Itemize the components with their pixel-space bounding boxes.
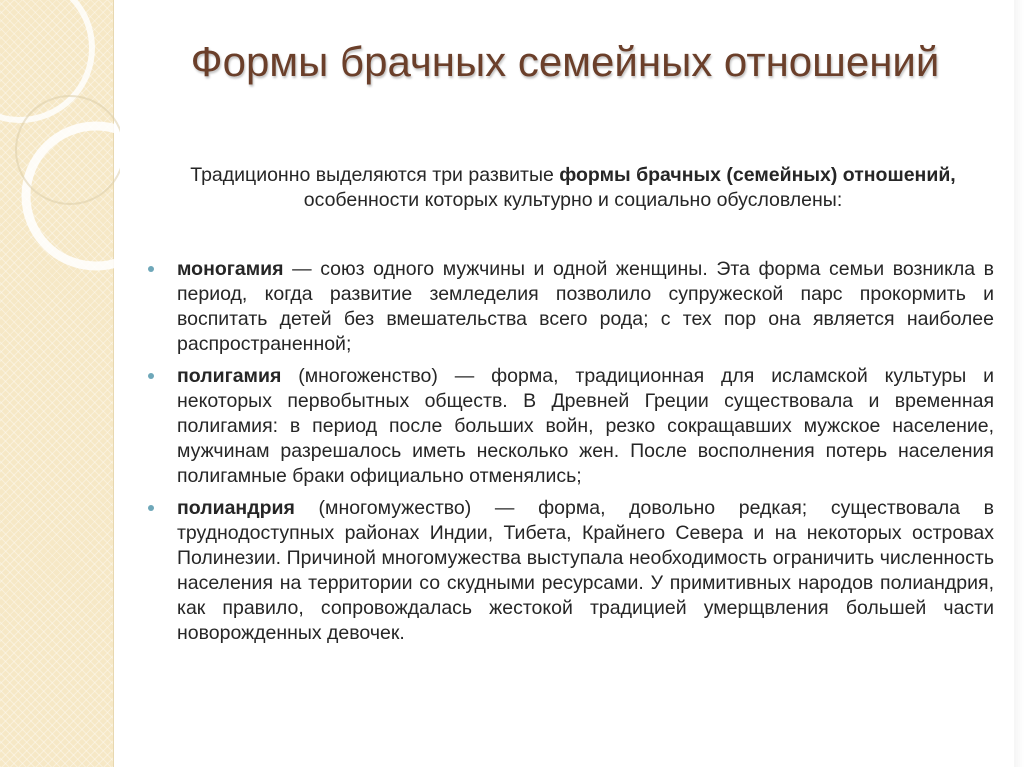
bullet-icon [148,266,154,272]
description-monogamy: — союз одного мужчины и одной женщины. Эта форма семьи возникла в период, когда развитие земледелия позволило супружеской парс прокормить и воспитать детей без вмешательства всего рода; с тех пор она является наиболее распространенной; [177,258,994,355]
intro-text-end: особенности которых культурно и социально обусловлены: [303,189,843,211]
forms-list [148,257,994,653]
intro-text-start: Традиционно выделяются три развитые [190,164,560,186]
page-edge-shadow [1014,0,1024,767]
decorative-rings [0,0,120,360]
bullet-icon [148,373,154,379]
slide-title: Формы брачных семейных отношений [190,38,940,85]
term-polyandry: полиандрия [177,497,295,519]
description-polyandry: (многомужество) — форма, довольно редкая; существовала в труднодоступных районах Индии, Тибета, Крайнего Севера и на некоторых островах Полинезии. Причиной многомужества выступала необходимость ограничить численность населения на территории со скудными ресурсами. У примитивных народов полиандрия, как правило, сопровождалась жестокой традицией умерщвления большей части новорожденных девочек. [177,497,994,644]
description-polygamy: (многоженство) — форма, традиционная для исламской культуры и некоторых первобытных обществ. В Древней Греции существовала и временная полигамия: в период после больших войн, резко сокращавших мужское население, мужчинам разрешалось иметь несколько жен. После восполнения потерь населения полигамные браки официально отменялись; [177,365,994,487]
term-monogamy: моногамия [177,258,284,280]
intro-paragraph [150,163,996,213]
term-polygamy: полигамия [177,365,282,387]
list-item-monogamy [148,257,994,357]
bullet-icon [148,505,154,511]
list-item-polyandry [148,496,994,646]
intro-text-bold: формы брачных (семейных) отношений, [559,164,956,186]
list-item-polygamy [148,364,994,489]
